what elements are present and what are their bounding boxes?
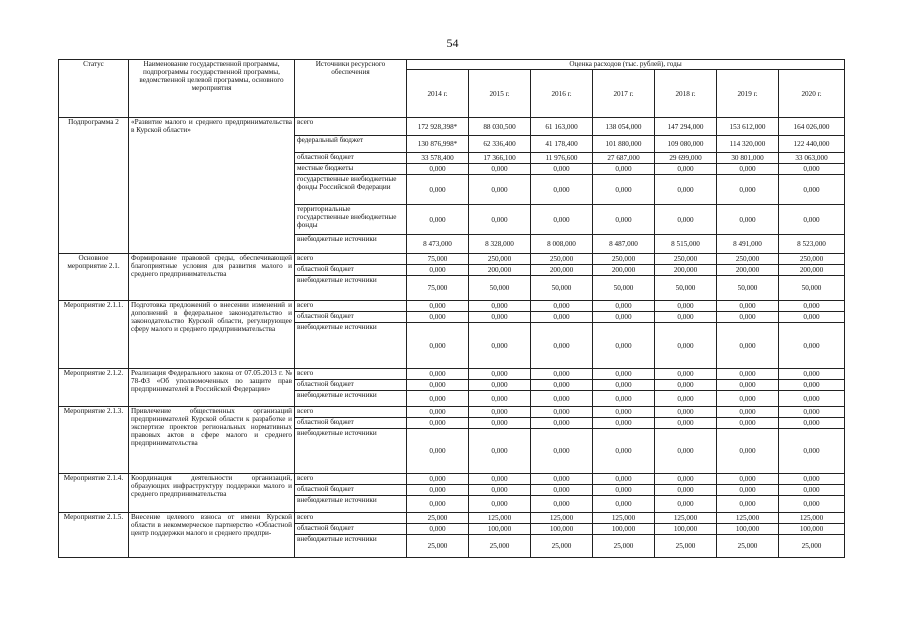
value-cell: 0,000 <box>717 323 779 369</box>
value-cell: 0,000 <box>469 391 531 407</box>
source-cell: областной бюджет <box>295 153 407 164</box>
name-cell: Координация деятельности организаций, образующих инфраструктуру поддержки малого и среднего предпринимательства <box>129 474 295 513</box>
source-cell: областной бюджет <box>295 485 407 496</box>
source-cell: всего <box>295 407 407 418</box>
value-cell: 125,000 <box>531 513 593 524</box>
value-cell: 8 515,000 <box>655 235 717 254</box>
value-cell: 0,000 <box>407 265 469 276</box>
value-cell: 0,000 <box>717 205 779 235</box>
source-cell: всего <box>295 118 407 136</box>
value-cell: 50,000 <box>717 276 779 301</box>
value-cell: 0,000 <box>717 175 779 205</box>
value-cell: 25,000 <box>717 535 779 558</box>
source-cell: всего <box>295 369 407 380</box>
value-cell: 100,000 <box>531 524 593 535</box>
value-cell: 0,000 <box>593 323 655 369</box>
name-cell: Привлечение общественных организаций предпринимателей Курской области к разработке и экспертизе проектов региональных нормативных правовых актов в сфере малого и среднего предпринимательства <box>129 407 295 474</box>
value-cell: 0,000 <box>779 312 845 323</box>
name-cell: Внесение целевого взноса от имени Курской области в некоммерческое партнерство «Областной центр поддержки малого и среднего предпри- <box>129 513 295 558</box>
source-cell: внебюджетные источники <box>295 276 407 301</box>
source-cell: областной бюджет <box>295 418 407 429</box>
value-cell: 250,000 <box>655 254 717 265</box>
header-sources: Источники ресурсного обеспечения <box>295 60 407 118</box>
value-cell: 172 928,398* <box>407 118 469 136</box>
value-cell: 0,000 <box>779 323 845 369</box>
source-cell: местные бюджеты <box>295 164 407 175</box>
value-cell: 0,000 <box>407 312 469 323</box>
value-cell: 0,000 <box>407 485 469 496</box>
value-cell: 25,000 <box>469 535 531 558</box>
value-cell: 0,000 <box>717 164 779 175</box>
value-cell: 0,000 <box>407 418 469 429</box>
source-cell: всего <box>295 513 407 524</box>
value-cell: 0,000 <box>469 301 531 312</box>
value-cell: 0,000 <box>593 301 655 312</box>
value-cell: 50,000 <box>593 276 655 301</box>
value-cell: 0,000 <box>779 474 845 485</box>
value-cell: 0,000 <box>779 418 845 429</box>
source-cell: внебюджетные источники <box>295 235 407 254</box>
source-cell: внебюджетные источники <box>295 323 407 369</box>
value-cell: 0,000 <box>407 429 469 474</box>
source-cell: областной бюджет <box>295 312 407 323</box>
value-cell: 0,000 <box>779 391 845 407</box>
value-cell: 0,000 <box>469 312 531 323</box>
value-cell: 250,000 <box>469 254 531 265</box>
value-cell: 0,000 <box>407 164 469 175</box>
status-cell: Мероприятие 2.1.3. <box>59 407 129 474</box>
value-cell: 0,000 <box>469 474 531 485</box>
value-cell: 164 026,000 <box>779 118 845 136</box>
value-cell: 0,000 <box>655 312 717 323</box>
value-cell: 250,000 <box>531 254 593 265</box>
value-cell: 0,000 <box>531 485 593 496</box>
value-cell: 0,000 <box>655 323 717 369</box>
value-cell: 0,000 <box>469 205 531 235</box>
value-cell: 0,000 <box>407 175 469 205</box>
value-cell: 0,000 <box>779 485 845 496</box>
value-cell: 0,000 <box>779 380 845 391</box>
value-cell: 27 687,000 <box>593 153 655 164</box>
source-cell: всего <box>295 474 407 485</box>
value-cell: 0,000 <box>655 429 717 474</box>
value-cell: 0,000 <box>531 474 593 485</box>
value-cell: 8 487,000 <box>593 235 655 254</box>
header-year: 2017 г. <box>593 70 655 118</box>
name-cell: Реализация Федерального закона от 07.05.2013 г. № 78-ФЗ «Об уполномоченных по защите прав предпринимателей в Российской Федерации» <box>129 369 295 407</box>
value-cell: 0,000 <box>407 391 469 407</box>
value-cell: 101 880,000 <box>593 136 655 153</box>
value-cell: 25,000 <box>593 535 655 558</box>
value-cell: 0,000 <box>593 474 655 485</box>
value-cell: 0,000 <box>655 301 717 312</box>
table-row <box>59 118 845 136</box>
value-cell: 200,000 <box>469 265 531 276</box>
table-row <box>59 301 845 312</box>
name-cell: «Развитие малого и среднего предпринимательства в Курской области» <box>129 118 295 254</box>
name-cell: Подготовка предложений о внесении изменений и дополнений в федеральное законодательство и законодательство Курской области, регулирующее сферу малого и среднего предпринимательства <box>129 301 295 369</box>
value-cell: 100,000 <box>717 524 779 535</box>
status-cell: Мероприятие 2.1.2. <box>59 369 129 407</box>
value-cell: 0,000 <box>593 418 655 429</box>
value-cell: 0,000 <box>593 175 655 205</box>
source-cell: внебюджетные источники <box>295 535 407 558</box>
value-cell: 0,000 <box>655 407 717 418</box>
value-cell: 122 440,000 <box>779 136 845 153</box>
value-cell: 33 578,400 <box>407 153 469 164</box>
header-year: 2019 г. <box>717 70 779 118</box>
value-cell: 0,000 <box>779 175 845 205</box>
value-cell: 75,000 <box>407 254 469 265</box>
source-cell: всего <box>295 254 407 265</box>
value-cell: 0,000 <box>655 391 717 407</box>
value-cell: 0,000 <box>531 205 593 235</box>
table-row <box>59 513 845 524</box>
value-cell: 125,000 <box>779 513 845 524</box>
value-cell: 25,000 <box>655 535 717 558</box>
value-cell: 0,000 <box>779 496 845 513</box>
value-cell: 100,000 <box>655 524 717 535</box>
value-cell: 0,000 <box>779 205 845 235</box>
source-cell: всего <box>295 301 407 312</box>
value-cell: 0,000 <box>469 496 531 513</box>
value-cell: 25,000 <box>407 535 469 558</box>
value-cell: 0,000 <box>655 474 717 485</box>
value-cell: 0,000 <box>531 369 593 380</box>
value-cell: 0,000 <box>407 407 469 418</box>
value-cell: 0,000 <box>469 429 531 474</box>
value-cell: 0,000 <box>593 205 655 235</box>
value-cell: 50,000 <box>655 276 717 301</box>
value-cell: 0,000 <box>531 418 593 429</box>
value-cell: 125,000 <box>469 513 531 524</box>
value-cell: 11 976,600 <box>531 153 593 164</box>
source-cell: областной бюджет <box>295 524 407 535</box>
status-cell: Подпрограмма 2 <box>59 118 129 254</box>
header-estimate: Оценка расходов (тыс. рублей), годы <box>407 60 845 70</box>
value-cell: 0,000 <box>717 391 779 407</box>
header-name: Наименование государственной программы, подпрограммы государственной программы, ведомственной целевой программы, основного мероприятия <box>129 60 295 118</box>
value-cell: 0,000 <box>469 380 531 391</box>
value-cell: 0,000 <box>407 301 469 312</box>
value-cell: 88 030,500 <box>469 118 531 136</box>
value-cell: 0,000 <box>531 164 593 175</box>
value-cell: 0,000 <box>593 312 655 323</box>
value-cell: 200,000 <box>593 265 655 276</box>
value-cell: 29 699,000 <box>655 153 717 164</box>
budget-table <box>58 59 845 558</box>
value-cell: 153 612,000 <box>717 118 779 136</box>
name-cell: Формирование правовой среды, обеспечивающей благоприятные условия для развития малого и среднего предпринимательства <box>129 254 295 301</box>
value-cell: 0,000 <box>407 496 469 513</box>
value-cell: 0,000 <box>469 323 531 369</box>
value-cell: 0,000 <box>531 312 593 323</box>
value-cell: 0,000 <box>717 380 779 391</box>
value-cell: 0,000 <box>407 474 469 485</box>
status-cell: Основное мероприятие 2.1. <box>59 254 129 301</box>
value-cell: 100,000 <box>593 524 655 535</box>
value-cell: 0,000 <box>779 429 845 474</box>
value-cell: 0,000 <box>655 175 717 205</box>
value-cell: 0,000 <box>469 175 531 205</box>
value-cell: 147 294,000 <box>655 118 717 136</box>
value-cell: 0,000 <box>717 429 779 474</box>
value-cell: 0,000 <box>717 418 779 429</box>
value-cell: 0,000 <box>717 496 779 513</box>
value-cell: 0,000 <box>531 407 593 418</box>
header-year: 2015 г. <box>469 70 531 118</box>
value-cell: 0,000 <box>531 429 593 474</box>
value-cell: 0,000 <box>407 205 469 235</box>
value-cell: 61 163,000 <box>531 118 593 136</box>
value-cell: 0,000 <box>655 418 717 429</box>
status-cell: Мероприятие 2.1.1. <box>59 301 129 369</box>
value-cell: 30 801,000 <box>717 153 779 164</box>
value-cell: 8 328,000 <box>469 235 531 254</box>
value-cell: 75,000 <box>407 276 469 301</box>
value-cell: 138 054,000 <box>593 118 655 136</box>
value-cell: 8 523,000 <box>779 235 845 254</box>
value-cell: 8 473,000 <box>407 235 469 254</box>
value-cell: 0,000 <box>717 369 779 380</box>
value-cell: 17 366,100 <box>469 153 531 164</box>
value-cell: 25,000 <box>531 535 593 558</box>
table-row <box>59 369 845 380</box>
value-cell: 0,000 <box>655 369 717 380</box>
source-cell: областной бюджет <box>295 380 407 391</box>
value-cell: 0,000 <box>655 485 717 496</box>
value-cell: 0,000 <box>531 496 593 513</box>
value-cell: 0,000 <box>593 496 655 513</box>
value-cell: 41 178,400 <box>531 136 593 153</box>
value-cell: 62 336,400 <box>469 136 531 153</box>
source-cell: федеральный бюджет <box>295 136 407 153</box>
value-cell: 0,000 <box>407 369 469 380</box>
header-year: 2020 г. <box>779 70 845 118</box>
status-cell: Мероприятие 2.1.4. <box>59 474 129 513</box>
value-cell: 0,000 <box>407 323 469 369</box>
header-year: 2014 г. <box>407 70 469 118</box>
value-cell: 0,000 <box>779 369 845 380</box>
value-cell: 125,000 <box>593 513 655 524</box>
value-cell: 0,000 <box>593 369 655 380</box>
status-cell: Мероприятие 2.1.5. <box>59 513 129 558</box>
value-cell: 250,000 <box>717 254 779 265</box>
value-cell: 200,000 <box>531 265 593 276</box>
source-cell: внебюджетные источники <box>295 429 407 474</box>
value-cell: 0,000 <box>779 164 845 175</box>
value-cell: 25,000 <box>779 535 845 558</box>
source-cell: территориальные государственные внебюджетные фонды <box>295 205 407 235</box>
value-cell: 0,000 <box>469 418 531 429</box>
page-number: 54 <box>446 36 459 50</box>
value-cell: 0,000 <box>469 369 531 380</box>
value-cell: 25,000 <box>407 513 469 524</box>
value-cell: 0,000 <box>531 391 593 407</box>
value-cell: 114 320,000 <box>717 136 779 153</box>
value-cell: 0,000 <box>779 301 845 312</box>
value-cell: 0,000 <box>655 164 717 175</box>
value-cell: 0,000 <box>469 485 531 496</box>
value-cell: 0,000 <box>717 485 779 496</box>
value-cell: 100,000 <box>779 524 845 535</box>
value-cell: 8 491,000 <box>717 235 779 254</box>
value-cell: 0,000 <box>593 380 655 391</box>
table-row <box>59 254 845 265</box>
value-cell: 0,000 <box>593 407 655 418</box>
value-cell: 0,000 <box>469 164 531 175</box>
value-cell: 0,000 <box>531 323 593 369</box>
value-cell: 0,000 <box>593 391 655 407</box>
value-cell: 0,000 <box>593 164 655 175</box>
value-cell: 200,000 <box>655 265 717 276</box>
source-cell: внебюджетные источники <box>295 391 407 407</box>
value-cell: 0,000 <box>531 301 593 312</box>
value-cell: 250,000 <box>593 254 655 265</box>
value-cell: 0,000 <box>779 407 845 418</box>
value-cell: 0,000 <box>655 205 717 235</box>
value-cell: 0,000 <box>531 175 593 205</box>
value-cell: 109 080,000 <box>655 136 717 153</box>
header-year: 2016 г. <box>531 70 593 118</box>
value-cell: 0,000 <box>717 301 779 312</box>
value-cell: 50,000 <box>531 276 593 301</box>
source-cell: государственные внебюджетные фонды Российской Федерации <box>295 175 407 205</box>
value-cell: 50,000 <box>469 276 531 301</box>
header-status: Статус <box>59 60 129 118</box>
value-cell: 0,000 <box>469 407 531 418</box>
value-cell: 0,000 <box>593 429 655 474</box>
value-cell: 0,000 <box>655 496 717 513</box>
value-cell: 0,000 <box>593 485 655 496</box>
value-cell: 100,000 <box>469 524 531 535</box>
table-row <box>59 407 845 418</box>
value-cell: 0,000 <box>407 524 469 535</box>
source-cell: внебюджетные источники <box>295 496 407 513</box>
value-cell: 0,000 <box>531 380 593 391</box>
value-cell: 33 063,000 <box>779 153 845 164</box>
table-row <box>59 474 845 485</box>
value-cell: 125,000 <box>717 513 779 524</box>
value-cell: 0,000 <box>717 407 779 418</box>
value-cell: 0,000 <box>407 380 469 391</box>
source-cell: областной бюджет <box>295 265 407 276</box>
value-cell: 0,000 <box>655 380 717 391</box>
value-cell: 0,000 <box>717 474 779 485</box>
value-cell: 200,000 <box>779 265 845 276</box>
value-cell: 0,000 <box>717 312 779 323</box>
header-year: 2018 г. <box>655 70 717 118</box>
value-cell: 200,000 <box>717 265 779 276</box>
value-cell: 50,000 <box>779 276 845 301</box>
value-cell: 130 876,998* <box>407 136 469 153</box>
value-cell: 8 008,000 <box>531 235 593 254</box>
value-cell: 125,000 <box>655 513 717 524</box>
value-cell: 250,000 <box>779 254 845 265</box>
